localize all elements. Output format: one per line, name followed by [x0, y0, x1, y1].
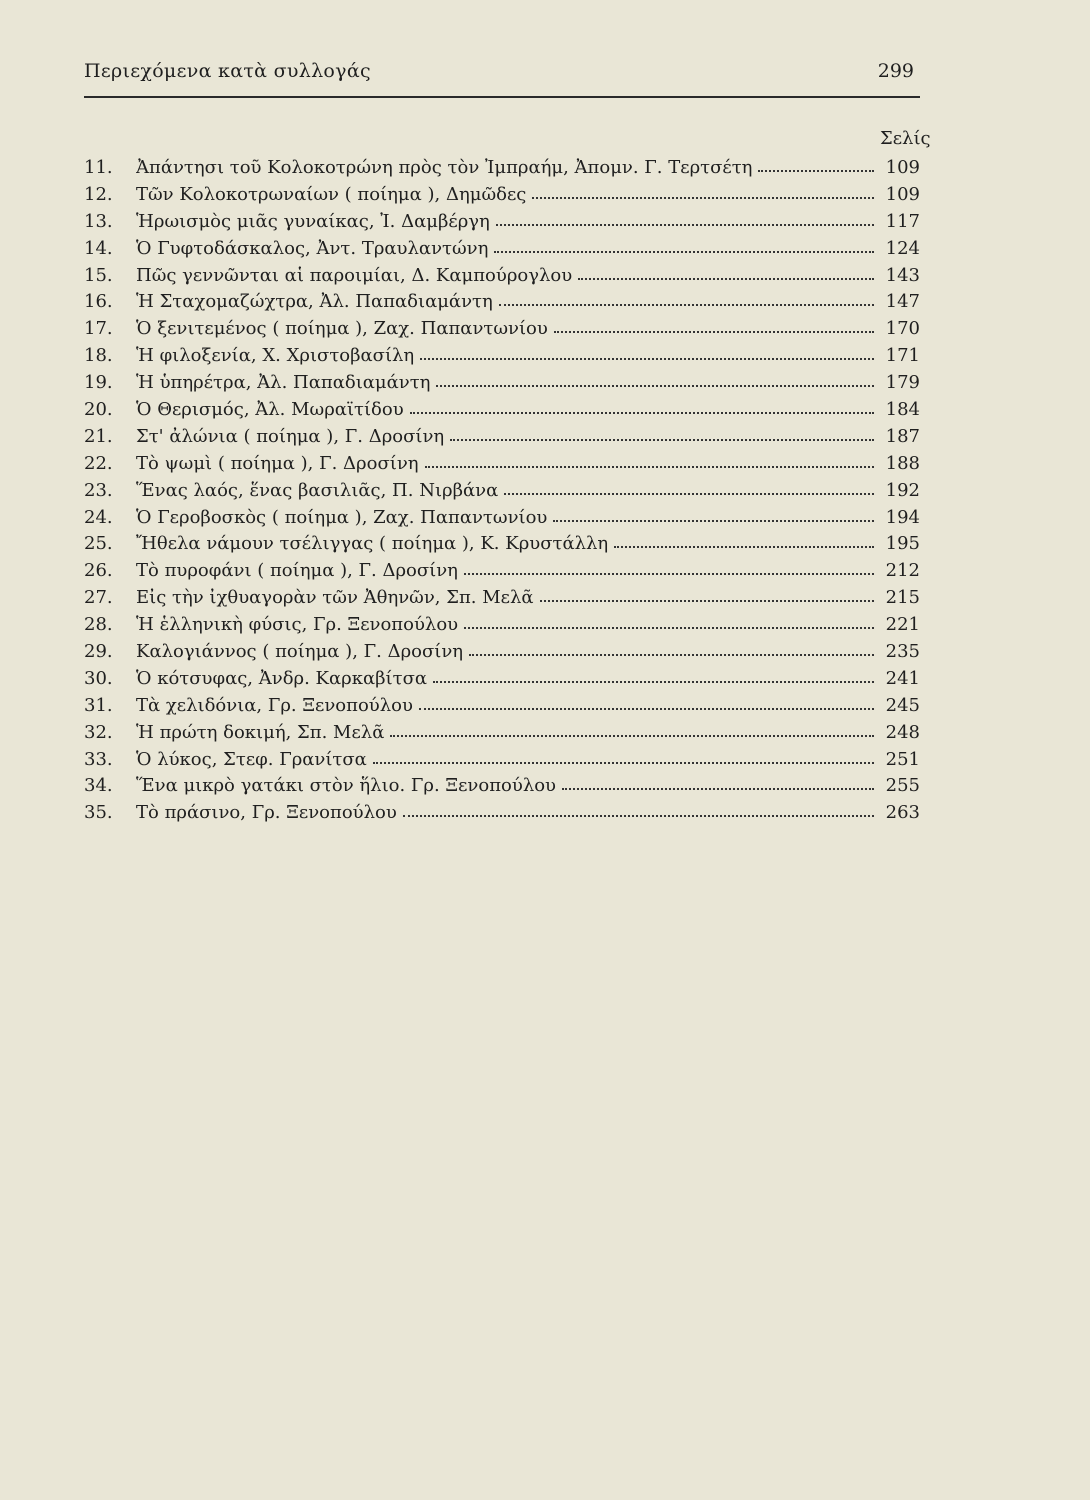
toc-entry-page: 195 — [885, 533, 920, 555]
toc-entry — [84, 316, 920, 343]
toc-dot-leader — [410, 402, 874, 414]
toc-entry-title: Καλογιάννος ( ποίημα ), Γ. Δροσίνη — [136, 641, 464, 663]
toc-dot-leader — [554, 321, 874, 333]
toc-dot-leader — [419, 698, 874, 710]
toc-entry-title: Ὁ Θερισμός, Ἀλ. Μωραϊτίδου — [136, 399, 404, 421]
toc-entry-page: 187 — [885, 425, 920, 447]
toc-entry — [84, 424, 920, 451]
toc-dot-leader — [578, 268, 874, 280]
toc-entry-title: Τὰ χελιδόνια, Γρ. Ξενοπούλου — [136, 694, 413, 716]
toc-entry-number: 26. — [84, 560, 113, 582]
toc-dot-leader — [614, 536, 874, 548]
toc-entry-page: 179 — [885, 372, 920, 394]
toc-entry — [84, 531, 920, 558]
toc-entry-page: 194 — [885, 506, 920, 528]
toc-dot-leader — [496, 214, 874, 226]
toc-entry-page: 245 — [885, 694, 920, 716]
toc-entry-page: 263 — [885, 802, 920, 824]
toc-entry — [84, 343, 920, 370]
toc-entry-title: Ἡ φιλοξενία, Χ. Χριστοβασίλη — [136, 345, 415, 367]
toc-entry-number: 24. — [84, 506, 113, 528]
toc-dot-leader — [494, 241, 874, 253]
toc-entry-number: 11. — [84, 157, 113, 178]
toc-entry — [84, 720, 920, 747]
toc-entry-number: 31. — [84, 694, 113, 716]
toc-entry-number: 16. — [84, 291, 113, 313]
toc-entry-title: Ἀπάντησι τοῦ Κολοκοτρώνη πρὸς τὸν Ἰμπραήμ, Ἀπομν. Γ. Τερτσέτη — [136, 157, 753, 178]
toc-entry-title: Ὁ κότσυφας, Ἀνδρ. Καρκαβίτσα — [136, 667, 428, 689]
toc-entry-number: 28. — [84, 614, 113, 636]
toc-entry — [84, 585, 920, 612]
toc-entry — [84, 263, 920, 290]
toc-entry-page: 255 — [885, 775, 920, 797]
toc-entry-page: 192 — [885, 479, 920, 501]
toc-dot-leader — [499, 294, 874, 306]
toc-dot-leader — [553, 510, 874, 522]
toc-entry-page: 215 — [885, 587, 920, 609]
toc-entry-title: Ἡ πρώτη δοκιμή, Σπ. Μελᾶ — [136, 721, 385, 743]
toc-entry-page: 147 — [885, 291, 920, 313]
toc-entry-number: 15. — [84, 264, 113, 286]
toc-entry — [84, 370, 920, 397]
toc-entry-page: 109 — [885, 157, 920, 178]
toc-entry-number: 18. — [84, 345, 113, 367]
toc-entry-number: 34. — [84, 775, 113, 797]
toc-entry — [84, 289, 920, 316]
toc-entry-number: 13. — [84, 210, 113, 232]
toc-entry — [84, 236, 920, 263]
toc-entry-title: Ὁ Γυφτοδάσκαλος, Ἀντ. Τραυλαντώνη — [136, 237, 489, 259]
toc-entry-title: Ἡρωισμὸς μιᾶς γυναίκας, Ἰ. Δαμβέργη — [136, 210, 490, 232]
toc-entry-number: 27. — [84, 587, 113, 609]
toc-entry-title: Ἡ Σταχομαζώχτρα, Ἀλ. Παπαδιαμάντη — [136, 291, 493, 313]
toc-entry — [84, 800, 920, 827]
toc-entry-page: 188 — [885, 452, 920, 474]
toc-dot-leader — [450, 429, 874, 441]
toc-entry-number: 17. — [84, 318, 113, 340]
toc-dot-leader — [758, 160, 874, 172]
toc-entry-title: Ὁ ξενιτεμένος ( ποίημα ), Ζαχ. Παπαντωνίου — [136, 318, 548, 340]
toc-entry — [84, 558, 920, 585]
toc-entry-number: 12. — [84, 183, 113, 205]
toc-entry — [84, 773, 920, 800]
toc-entry-page: 170 — [885, 318, 920, 340]
toc-entry-title: Τὸ πράσινο, Γρ. Ξενοπούλου — [136, 802, 397, 824]
toc-entry-number: 14. — [84, 237, 113, 259]
toc-entry-page: 251 — [885, 748, 920, 770]
toc-entry — [84, 693, 920, 720]
toc-dot-leader — [562, 778, 874, 790]
running-title: Περιεχόμενα κατὰ συλλογάς — [84, 60, 371, 82]
toc-entry-page: 171 — [885, 345, 920, 367]
toc-entry-number: 23. — [84, 479, 113, 501]
toc-entry-title: Πῶς γεννῶνται αἱ παροιμίαι, Δ. Καμπούρογλου — [136, 264, 573, 286]
toc-dot-leader — [464, 563, 874, 575]
toc-entry-number: 25. — [84, 533, 113, 555]
toc-entry-number: 19. — [84, 372, 113, 394]
toc-entry-number: 32. — [84, 721, 113, 743]
toc-entry-page: 235 — [885, 641, 920, 663]
toc-entry-number: 21. — [84, 425, 113, 447]
toc-entry-title: Ἕνα μικρὸ γατάκι στὸν ἥλιο. Γρ. Ξενοπούλου — [136, 775, 557, 797]
toc-entry — [84, 182, 920, 209]
toc-dot-leader — [532, 187, 874, 199]
toc-entry-number: 35. — [84, 802, 113, 824]
page-column-label: Σελίς — [880, 128, 931, 149]
toc-entry-number: 22. — [84, 452, 113, 474]
toc-entry-title: Ἕνας λαός, ἕνας βασιλιᾶς, Π. Νιρβάνα — [136, 479, 499, 501]
toc-entry — [84, 666, 920, 693]
toc-entry-number: 20. — [84, 399, 113, 421]
toc-entry-title: Τὸ πυροφάνι ( ποίημα ), Γ. Δροσίνη — [136, 560, 458, 582]
toc-entry-number: 33. — [84, 748, 113, 770]
toc-entry-title: Ὁ λύκος, Στεφ. Γρανίτσα — [136, 748, 367, 770]
toc-dot-leader — [425, 456, 874, 468]
toc-dot-leader — [403, 805, 874, 817]
toc-entry-title: Ἡ ὑπηρέτρα, Ἀλ. Παπαδιαμάντη — [136, 372, 431, 394]
table-of-contents — [84, 155, 920, 827]
toc-entry-page: 184 — [885, 399, 920, 421]
running-head — [84, 60, 914, 92]
header-rule — [84, 96, 920, 98]
toc-dot-leader — [433, 671, 874, 683]
toc-entry-page: 241 — [885, 667, 920, 689]
toc-entry-page: 117 — [885, 210, 920, 232]
toc-entry-page: 248 — [885, 721, 920, 743]
toc-entry-number: 30. — [84, 667, 113, 689]
toc-entry-title: Στ' ἀλώνια ( ποίημα ), Γ. Δροσίνη — [136, 425, 445, 447]
toc-entry — [84, 505, 920, 532]
toc-entry-title: Ἤθελα νάμουν τσέλιγγας ( ποίημα ), Κ. Κρυστάλλη — [136, 533, 609, 555]
toc-entry-page: 124 — [885, 237, 920, 259]
toc-entry — [84, 747, 920, 774]
toc-entry-title: Ἡ ἑλληνικὴ φύσις, Γρ. Ξενοπούλου — [136, 614, 459, 636]
toc-entry — [84, 209, 920, 236]
toc-dot-leader — [469, 644, 874, 656]
toc-entry-page: 212 — [885, 560, 920, 582]
toc-entry-title: Τῶν Κολοκοτρωναίων ( ποίημα ), Δημῶδες — [136, 183, 527, 205]
toc-entry-page: 221 — [885, 614, 920, 636]
toc-entry-title: Ὁ Γεροβοσκὸς ( ποίημα ), Ζαχ. Παπαντωνίου — [136, 506, 548, 528]
toc-dot-leader — [464, 617, 874, 629]
toc-entry — [84, 639, 920, 666]
toc-entry-title: Εἰς τὴν ἰχθυαγορὰν τῶν Ἀθηνῶν, Σπ. Μελᾶ — [136, 587, 534, 609]
toc-dot-leader — [436, 375, 874, 387]
toc-entry-page: 109 — [885, 183, 920, 205]
toc-entry — [84, 612, 920, 639]
toc-dot-leader — [540, 590, 874, 602]
toc-dot-leader — [373, 752, 874, 764]
toc-entry — [84, 397, 920, 424]
page-number: 299 — [877, 60, 914, 82]
toc-entry-number: 29. — [84, 641, 113, 663]
toc-entry — [84, 451, 920, 478]
toc-entry-title: Τὸ ψωμὶ ( ποίημα ), Γ. Δροσίνη — [136, 452, 419, 474]
toc-dot-leader — [420, 348, 874, 360]
toc-entry — [84, 155, 920, 182]
toc-dot-leader — [504, 483, 874, 495]
toc-entry-page: 143 — [885, 264, 920, 286]
toc-entry — [84, 478, 920, 505]
toc-dot-leader — [390, 725, 874, 737]
